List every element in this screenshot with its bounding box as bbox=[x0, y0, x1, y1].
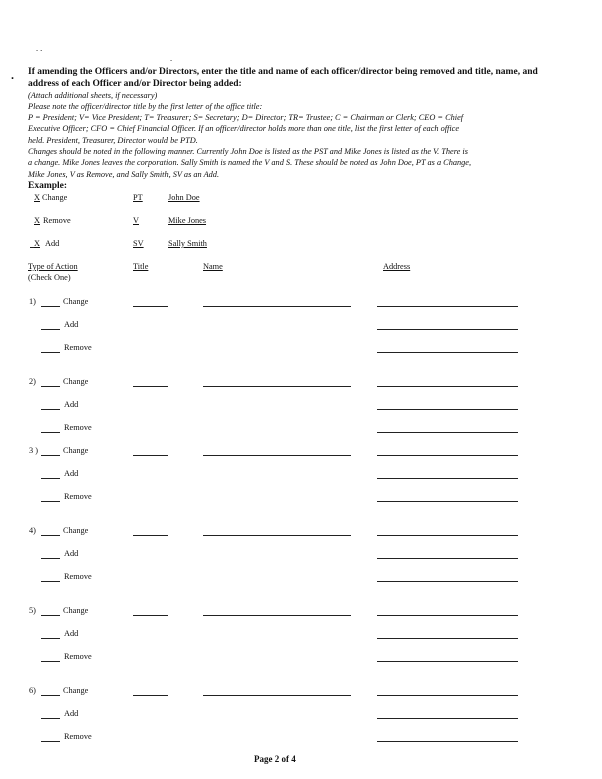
action-label: Add bbox=[64, 320, 79, 329]
instruction-line: Mike Jones, V as Remove, and Sally Smith, SV as an Add. bbox=[28, 170, 220, 179]
address-field[interactable] bbox=[377, 695, 518, 696]
instruction-line: (Attach additional sheets, if necessary) bbox=[28, 91, 158, 100]
address-field[interactable] bbox=[377, 306, 518, 307]
instruction-line: a change. Mike Jones leaves the corporation. Sally Smith is named the V and S. These should be noted as John Doe, PT as a Change, bbox=[28, 158, 472, 167]
action-label: Add bbox=[64, 400, 79, 409]
example-name: John Doe bbox=[168, 193, 200, 202]
entry-number: 3 ) bbox=[29, 446, 38, 455]
action-label: Add bbox=[64, 629, 79, 638]
bullet-mark: . bbox=[11, 68, 14, 82]
example-name: Sally Smith bbox=[168, 239, 207, 248]
address-field[interactable] bbox=[377, 432, 518, 433]
action-label: Remove bbox=[64, 343, 92, 352]
entry-number: 5) bbox=[29, 606, 36, 615]
action-label: Change bbox=[63, 606, 89, 615]
action-checkbox-blank[interactable] bbox=[41, 478, 60, 479]
address-field[interactable] bbox=[377, 409, 518, 410]
action-label: Change bbox=[63, 446, 89, 455]
action-checkbox-blank[interactable] bbox=[41, 615, 60, 616]
title-field[interactable] bbox=[133, 306, 168, 307]
example-title: V bbox=[133, 216, 139, 225]
instruction-line: held. President, Treasurer, Director would be PTD. bbox=[28, 136, 198, 145]
instruction-line: P = President; V= Vice President; T= Treasurer; S= Secretary; D= Director; TR= Trustee; C = Chairman or Clerk; CEO = Chief bbox=[28, 113, 464, 122]
address-field[interactable] bbox=[377, 535, 518, 536]
stray-mark-right: . bbox=[170, 54, 173, 63]
action-checkbox-blank[interactable] bbox=[41, 661, 60, 662]
address-field[interactable] bbox=[377, 661, 518, 662]
action-checkbox-blank[interactable] bbox=[41, 455, 60, 456]
instruction-line: Executive Officer; CFO = Chief Financial Officer. If an officer/director holds more than one title, list the first letter of each office bbox=[28, 124, 460, 133]
action-label: Remove bbox=[64, 423, 92, 432]
address-field[interactable] bbox=[377, 718, 518, 719]
address-field[interactable] bbox=[377, 455, 518, 456]
name-field[interactable] bbox=[203, 386, 351, 387]
heading-line-2: address of each Officer and/or Director being added: bbox=[28, 79, 242, 89]
address-field[interactable] bbox=[377, 615, 518, 616]
title-field[interactable] bbox=[133, 455, 168, 456]
action-checkbox-blank[interactable] bbox=[41, 638, 60, 639]
action-checkbox-blank[interactable] bbox=[41, 409, 60, 410]
action-label: Add bbox=[64, 709, 79, 718]
action-label: Change bbox=[63, 526, 89, 535]
action-checkbox-blank[interactable] bbox=[41, 581, 60, 582]
action-label: Add bbox=[64, 549, 79, 558]
address-field[interactable] bbox=[377, 638, 518, 639]
action-label: Remove bbox=[64, 732, 92, 741]
name-field[interactable] bbox=[203, 615, 351, 616]
heading-line-1: If amending the Officers and/or Directors, enter the title and name of each officer/director being removed and title, name, and bbox=[28, 67, 538, 77]
address-field[interactable] bbox=[377, 352, 518, 353]
address-field[interactable] bbox=[377, 329, 518, 330]
instruction-line: Changes should be noted in the following manner. Currently John Doe is listed as the PST and Mike Jones is listed as the V. There is bbox=[28, 147, 468, 156]
entry-number: 1) bbox=[29, 297, 36, 306]
col-type-of-action: Type of Action bbox=[28, 262, 78, 271]
title-field[interactable] bbox=[133, 535, 168, 536]
col-address: Address bbox=[383, 262, 411, 271]
action-label: Remove bbox=[64, 652, 92, 661]
col-check-one: (Check One) bbox=[28, 273, 71, 282]
address-field[interactable] bbox=[377, 741, 518, 742]
action-checkbox-blank[interactable] bbox=[41, 329, 60, 330]
example-title: PT bbox=[133, 193, 143, 202]
name-field[interactable] bbox=[203, 535, 351, 536]
example-mark: X bbox=[34, 216, 40, 225]
action-checkbox-blank[interactable] bbox=[41, 558, 60, 559]
col-name: Name bbox=[203, 262, 223, 271]
entry-number: 6) bbox=[29, 686, 36, 695]
example-name: Mike Jones bbox=[168, 216, 207, 225]
address-field[interactable] bbox=[377, 558, 518, 559]
action-checkbox-blank[interactable] bbox=[41, 386, 60, 387]
action-label: Remove bbox=[64, 492, 92, 501]
address-field[interactable] bbox=[377, 581, 518, 582]
address-field[interactable] bbox=[377, 386, 518, 387]
action-checkbox-blank[interactable] bbox=[41, 501, 60, 502]
action-label: Change bbox=[63, 686, 89, 695]
example-mark: X bbox=[34, 193, 40, 202]
example-title: SV bbox=[133, 239, 144, 248]
entry-number: 2) bbox=[29, 377, 36, 386]
stray-mark-left: . . bbox=[36, 44, 43, 53]
col-title: Title bbox=[133, 262, 149, 271]
example-label: Example: bbox=[28, 181, 68, 191]
example-action: Change bbox=[42, 193, 68, 202]
name-field[interactable] bbox=[203, 455, 351, 456]
action-checkbox-blank[interactable] bbox=[41, 306, 60, 307]
action-checkbox-blank[interactable] bbox=[41, 432, 60, 433]
entry-number: 4) bbox=[29, 526, 36, 535]
action-checkbox-blank[interactable] bbox=[41, 718, 60, 719]
action-label: Add bbox=[64, 469, 79, 478]
action-label: Change bbox=[63, 377, 89, 386]
page-footer: Page 2 of 4 bbox=[254, 754, 296, 764]
action-checkbox-blank[interactable] bbox=[41, 535, 60, 536]
action-label: Remove bbox=[64, 572, 92, 581]
address-field[interactable] bbox=[377, 478, 518, 479]
example-action: Remove bbox=[43, 216, 71, 225]
example-mark: X bbox=[34, 239, 40, 248]
example-action: Add bbox=[45, 239, 60, 248]
action-checkbox-blank[interactable] bbox=[41, 695, 60, 696]
action-checkbox-blank[interactable] bbox=[41, 352, 60, 353]
instruction-line: Please note the officer/director title by the first letter of the office title: bbox=[28, 102, 263, 111]
action-label: Change bbox=[63, 297, 89, 306]
address-field[interactable] bbox=[377, 501, 518, 502]
name-field[interactable] bbox=[203, 306, 351, 307]
name-field[interactable] bbox=[203, 695, 351, 696]
action-checkbox-blank[interactable] bbox=[41, 741, 60, 742]
title-field[interactable] bbox=[133, 615, 168, 616]
title-field[interactable] bbox=[133, 386, 168, 387]
title-field[interactable] bbox=[133, 695, 168, 696]
